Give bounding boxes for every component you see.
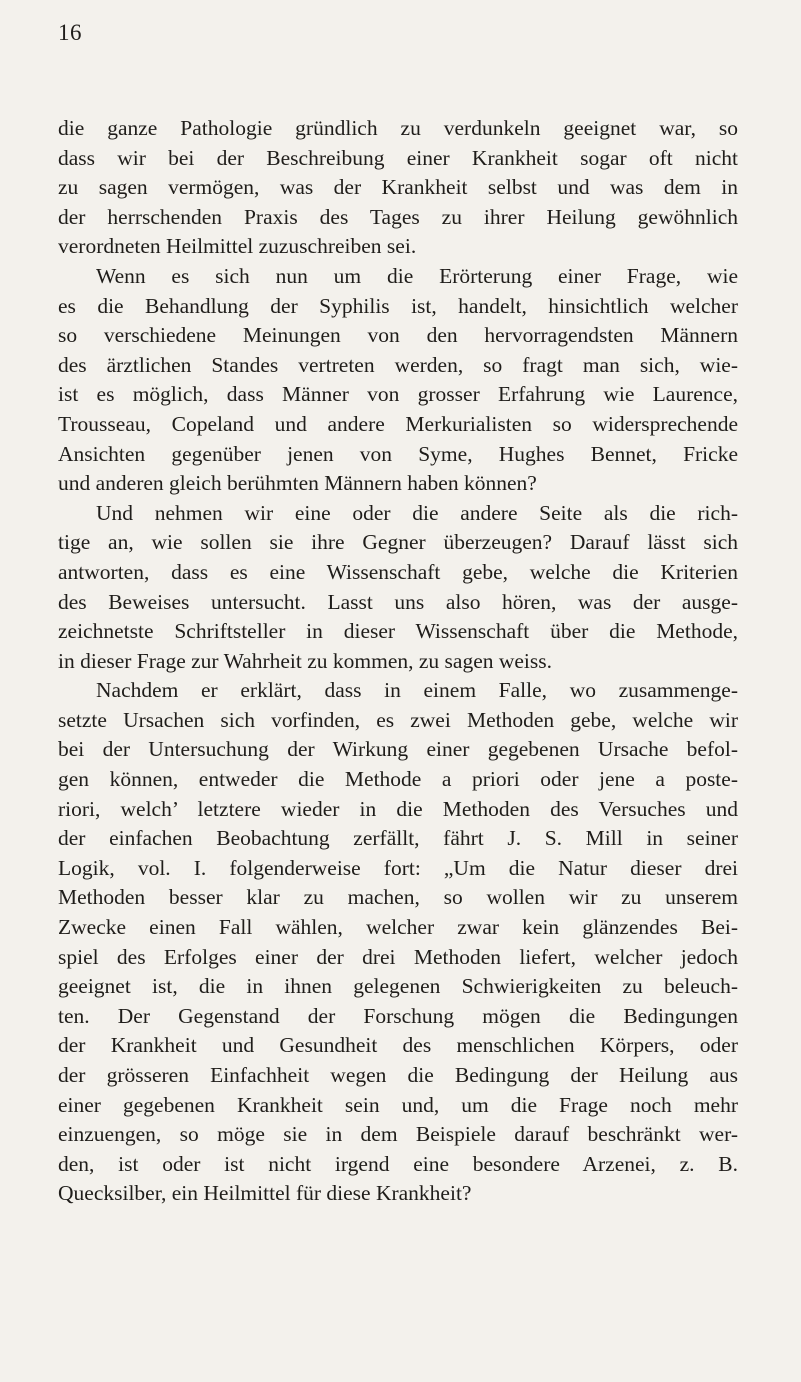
text-line: spiel des Erfolges einer der drei Methoden liefert, welcher jedoch <box>58 944 738 969</box>
text-line: ten. Der Gegenstand der Forschung mögen die Bedingungen <box>58 1003 738 1028</box>
text-line: und anderen gleich berühmten Männern haben können? <box>58 471 537 496</box>
text-line: es die Behandlung der Syphilis ist, handelt, hinsichtlich welcher <box>58 293 738 318</box>
text-line: der grösseren Einfachheit wegen die Bedingung der Heilung aus <box>58 1063 738 1087</box>
text-line: tige an, wie sollen sie ihre Gegner überzeugen? Darauf lässt sich <box>58 530 738 555</box>
text-line: Quecksilber, ein Heilmittel für diese Krankheit? <box>58 1181 472 1206</box>
text-line: in dieser Frage zur Wahrheit zu kommen, zu sagen weiss. <box>58 648 553 673</box>
text-line: antworten, dass es eine Wissenschaft gebe, welche die Kriterien <box>58 559 738 584</box>
text-line: der einfachen Beobachtung zerfällt, fährt J. S. Mill in seiner <box>58 826 738 851</box>
text-line: bei der Untersuchung der Wirkung einer gegebenen Ursache befol- <box>58 737 738 762</box>
text-line: setzte Ursachen sich vorfinden, es zwei Methoden gebe, welche wir <box>58 707 738 732</box>
text-line: der Krankheit und Gesundheit des menschlichen Körpers, oder <box>58 1033 738 1058</box>
text-line: verordneten Heilmittel zuzuschreiben sei. <box>58 234 417 259</box>
text-line: Trousseau, Copeland und andere Merkurialisten so widersprechende <box>58 411 738 436</box>
text-line: des ärztlichen Standes vertreten werden, so fragt man sich, wie- <box>58 352 738 377</box>
page-number: 16 <box>58 20 82 45</box>
text-line: dass wir bei der Beschreibung einer Krankheit sogar oft nicht <box>58 145 738 170</box>
text-line: Ansichten gegenüber jenen von Syme, Hughes Bennet, Fricke <box>58 441 738 466</box>
text-line: so verschiedene Meinungen von den hervorragendsten Männern <box>58 323 738 348</box>
text-line: den, ist oder ist nicht irgend eine besondere Arzenei, z. B. <box>58 1151 738 1176</box>
text-line: riori, welch’ letztere wieder in die Methoden des Versuches und <box>58 796 738 821</box>
text-line: des Beweises untersucht. Lasst uns also hören, was der ausge- <box>58 589 738 614</box>
text-line: der herrschenden Praxis des Tages zu ihrer Heilung gewöhnlich <box>58 204 738 229</box>
text-line: ist es möglich, dass Männer von grosser Erfahrung wie Laurence, <box>58 382 738 407</box>
text-line: gen können, entweder die Methode a priori oder jene a poste- <box>58 767 738 792</box>
text-line: einzuengen, so möge sie in dem Beispiele darauf beschränkt wer- <box>58 1122 738 1147</box>
body-text <box>58 114 738 1209</box>
text-line: Methoden besser klar zu machen, so wollen wir zu unserem <box>58 885 738 910</box>
text-line: zu sagen vermögen, was der Krankheit selbst und was dem in <box>58 175 738 200</box>
text-line: die ganze Pathologie gründlich zu verdunkeln geeignet war, so <box>58 116 738 140</box>
text-line: geeignet ist, die in ihnen gelegenen Schwierigkeiten zu beleuch- <box>58 974 738 999</box>
text-line: Zwecke einen Fall wählen, welcher zwar kein glänzendes Bei- <box>58 915 738 940</box>
text-line: Nachdem er erklärt, dass in einem Falle, wo zusammenge- <box>96 678 738 703</box>
text-line: Logik, vol. I. folgenderweise fort: „Um die Natur dieser drei <box>58 855 738 880</box>
text-line: einer gegebenen Krankheit sein und, um die Frage noch mehr <box>58 1092 738 1117</box>
text-line: Und nehmen wir eine oder die andere Seite als die rich- <box>96 500 738 525</box>
text-line: zeichnetste Schriftsteller in dieser Wissenschaft über die Methode, <box>58 619 738 644</box>
text-line: Wenn es sich nun um die Erörterung einer Frage, wie <box>96 263 738 288</box>
